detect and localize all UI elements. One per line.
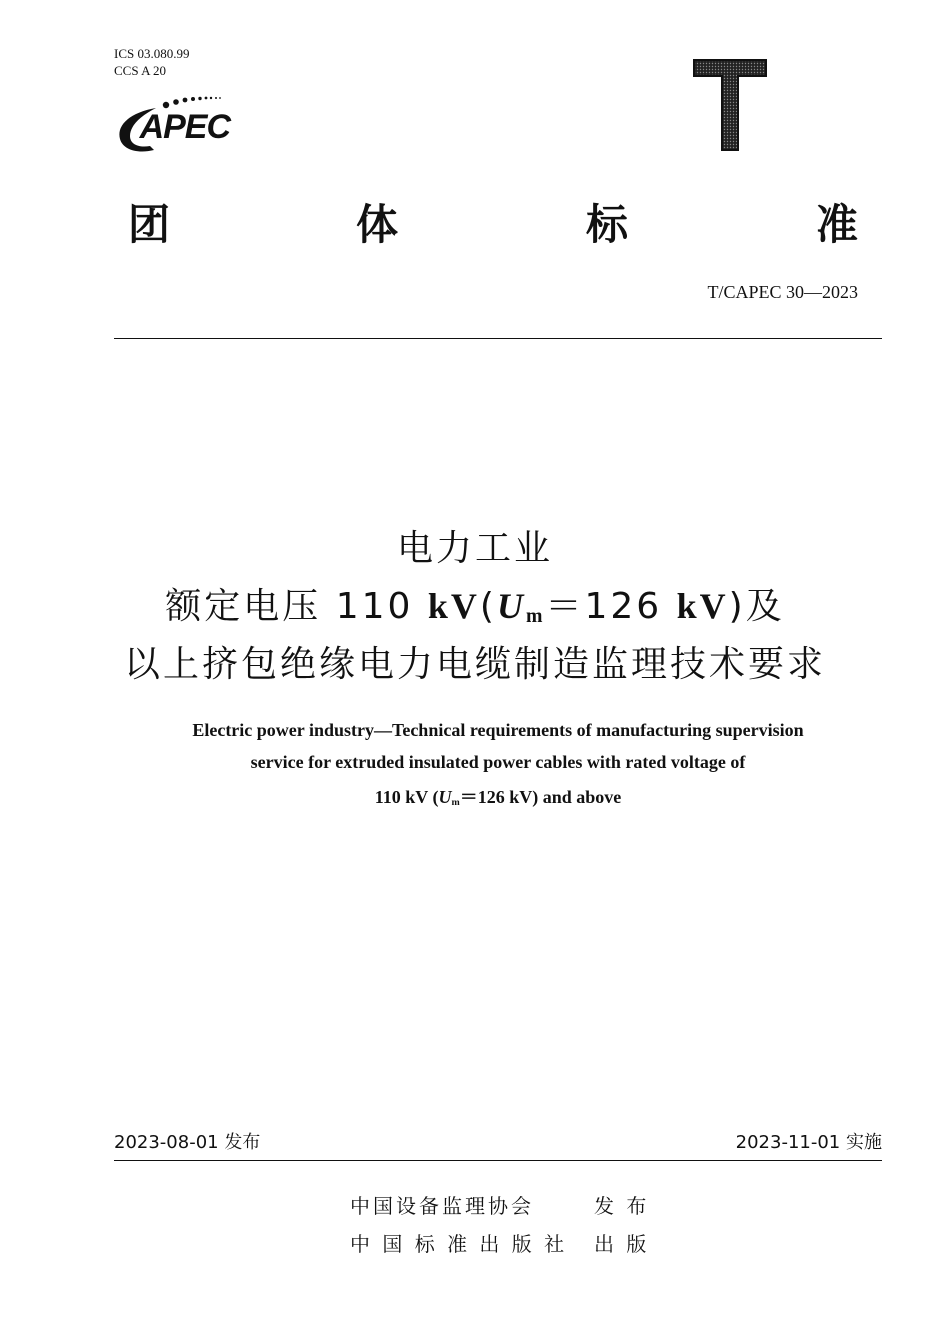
header-divider bbox=[114, 338, 882, 339]
issue-date: 2023-08-01 发布 bbox=[114, 1132, 261, 1153]
ccs-code: CCS A 20 bbox=[114, 63, 167, 78]
footer-divider bbox=[114, 1160, 882, 1161]
category-char-1: 团 bbox=[128, 200, 171, 249]
title-en-line2: service for extruded insulated power cables with rated voltage of bbox=[250, 752, 746, 772]
title-cn-line3: 以上挤包绝缘电力电缆制造监理技术要求 bbox=[123, 644, 826, 685]
title-en-line3: 110 kV ($U_m=126$ kV) and above bbox=[374, 787, 622, 808]
publisher-org-2: 中 国 标 准 出 版 社 bbox=[350, 1232, 568, 1256]
publisher-role-2: 出 版 bbox=[594, 1232, 650, 1256]
standard-number: T/CAPEC 30—2023 bbox=[707, 282, 858, 302]
title-cn-line2: 额定电压 110 $kV(U_m=126$ kV)及 bbox=[165, 586, 785, 627]
capec-logo bbox=[114, 94, 259, 156]
implement-date: 2023-11-01 实施 bbox=[735, 1132, 882, 1153]
title-en-line1: Electric power industry—Technical requirements of manufacturing supervision bbox=[192, 720, 804, 740]
title-cn-line1: 电力工业 bbox=[396, 528, 553, 569]
publisher-role-1: 发 布 bbox=[594, 1194, 650, 1218]
standard-type-mark bbox=[690, 56, 770, 156]
ics-code: ICS 03.080.99 bbox=[114, 46, 190, 61]
category-char-4: 准 bbox=[816, 200, 859, 249]
category-char-3: 标 bbox=[586, 200, 629, 249]
logo-text: APEC bbox=[139, 108, 231, 146]
category-char-2: 体 bbox=[356, 200, 399, 249]
publisher-org-1: 中国设备监理协会 bbox=[350, 1194, 534, 1218]
